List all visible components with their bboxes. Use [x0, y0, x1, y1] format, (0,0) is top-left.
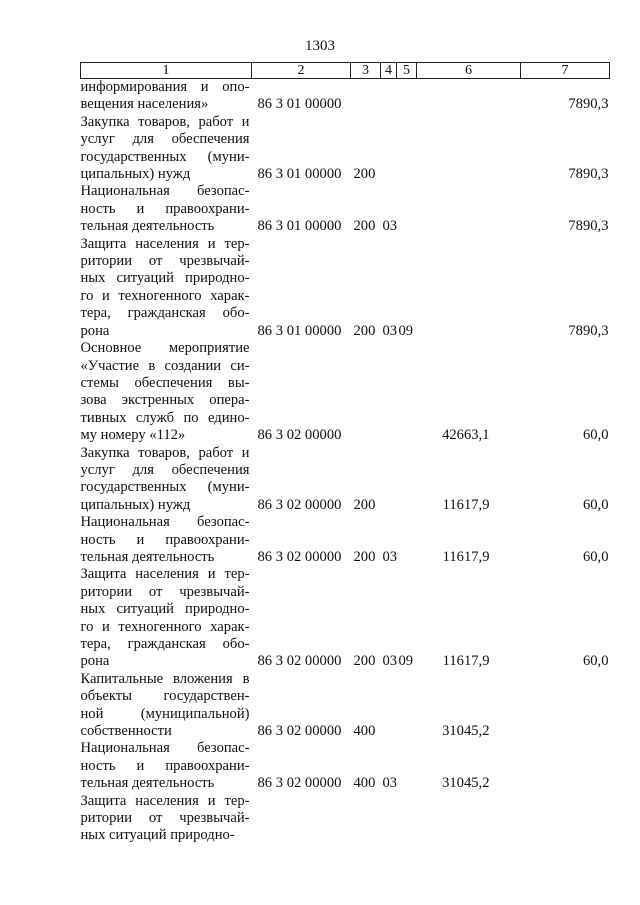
- cell-item-name: [81, 79, 252, 114]
- item-name-line: ность и правоохрани-: [80, 531, 250, 548]
- cell-amount-col7: [521, 671, 610, 741]
- cell-section: [381, 79, 397, 114]
- cell-section: 03: [382, 548, 398, 565]
- cell-section: [381, 793, 397, 845]
- table-row: [81, 183, 610, 235]
- item-name-line: зова экстренных опера-: [80, 392, 250, 409]
- header-col-5: 5: [397, 63, 417, 79]
- cell-item-name: [81, 114, 252, 184]
- cell-section: 03: [382, 218, 398, 235]
- cell-target-code: 86 3 02 00000: [257, 723, 342, 740]
- cell-amount-col7: 7890,3: [568, 96, 609, 113]
- item-name-line: тельная деятельность: [80, 775, 215, 792]
- item-name-line: Национальная безопас-: [80, 514, 250, 531]
- cell-expense-type: [351, 340, 381, 444]
- item-name-line: ных ситуаций природно-: [80, 270, 250, 287]
- item-name-line: услуг для обеспечения: [80, 461, 250, 478]
- cell-amount-col6: 31045,2: [442, 723, 490, 740]
- cell-expense-type: 200: [353, 653, 376, 670]
- budget-table: [80, 62, 610, 845]
- header-col-1: 1: [81, 63, 252, 79]
- cell-amount-col6: 11617,9: [442, 548, 490, 565]
- cell-item-name: [81, 740, 252, 792]
- table-row: [81, 671, 610, 741]
- item-name-line: Защита населения и тер-: [80, 792, 250, 809]
- table-row: [81, 114, 610, 184]
- cell-subsection: [397, 740, 417, 792]
- cell-amount-col7: 7890,3: [568, 218, 609, 235]
- cell-target-code: 86 3 01 00000: [257, 218, 342, 235]
- cell-subsection: [397, 114, 417, 184]
- cell-item-name: [81, 793, 252, 845]
- table-row: [81, 445, 610, 515]
- cell-section: 03: [382, 653, 398, 670]
- item-name-line: собственности: [80, 723, 172, 740]
- cell-target-code: 86 3 02 00000: [257, 653, 342, 670]
- item-name-line: ных ситуаций природно-: [80, 827, 235, 844]
- cell-amount-col6: 11617,9: [442, 653, 490, 670]
- item-name-line: услуг для обеспечения: [80, 131, 250, 148]
- cell-target-code: 86 3 02 00000: [257, 775, 342, 792]
- cell-subsection: [397, 793, 417, 845]
- item-name-line: ритории от чрезвычай-: [80, 253, 250, 270]
- cell-amount-col7: 7890,3: [568, 166, 609, 183]
- cell-section: [381, 340, 397, 444]
- header-col-7: 7: [521, 63, 610, 79]
- cell-amount-col6: [417, 79, 521, 114]
- cell-target-code: 86 3 01 00000: [257, 322, 342, 339]
- item-name-line: Национальная безопас-: [80, 183, 250, 200]
- cell-amount-col7: 7890,3: [568, 322, 609, 339]
- item-name-line: ритории от чрезвычай-: [80, 810, 250, 827]
- table-header-row: [81, 63, 610, 79]
- item-name-line: Закупка товаров, работ и: [80, 444, 250, 461]
- header-col-6: 6: [417, 63, 521, 79]
- item-name-line: тера, гражданская обо-: [80, 636, 250, 652]
- cell-amount-col6: [417, 183, 521, 235]
- cell-expense-type: 200: [353, 218, 376, 235]
- cell-expense-type: 400: [353, 775, 376, 792]
- cell-amount-col7: [521, 740, 610, 792]
- item-name-line: Защита населения и тер-: [80, 235, 250, 252]
- header-col-4: 4: [381, 63, 397, 79]
- table-row: [81, 79, 610, 114]
- cell-item-name: [81, 671, 252, 741]
- item-name-line: ность и правоохрани-: [80, 757, 250, 774]
- cell-amount-col6: [417, 793, 521, 845]
- cell-item-name: [81, 566, 252, 670]
- item-name-line: ность и правоохрани-: [80, 200, 250, 217]
- item-name-line: рона: [80, 322, 110, 339]
- item-name-line: ных ситуаций природно-: [80, 601, 250, 618]
- cell-target-code: 86 3 02 00000: [257, 496, 342, 513]
- cell-amount-col7: [521, 793, 610, 845]
- cell-item-name: [81, 514, 252, 566]
- cell-item-name: [81, 236, 252, 340]
- table-row: [81, 740, 610, 792]
- item-name-line: Основное мероприятие: [80, 340, 250, 357]
- item-name-line: «Участие в создании си-: [80, 357, 250, 374]
- cell-item-name: [81, 340, 252, 444]
- item-name-line: информирования и опо-: [80, 79, 250, 95]
- cell-subsection: [397, 79, 417, 114]
- item-name-line: тивных служб по едино-: [80, 409, 250, 426]
- table-row: [81, 236, 610, 340]
- cell-target-code: 86 3 01 00000: [257, 96, 342, 113]
- cell-section: [381, 114, 397, 184]
- item-name-line: ной (муниципальной): [80, 705, 250, 722]
- cell-subsection: [397, 183, 417, 235]
- cell-section: 03: [382, 322, 398, 339]
- item-name-line: государственных (муни-: [80, 479, 250, 496]
- item-name-line: Капитальные вложения в: [80, 670, 250, 687]
- cell-amount-col6: 11617,9: [442, 496, 490, 513]
- table-row: [81, 514, 610, 566]
- cell-expense-type: [351, 79, 381, 114]
- cell-amount-col6: 42663,1: [442, 427, 490, 444]
- table-row: [81, 793, 610, 845]
- cell-amount-col7: 60,0: [582, 653, 609, 670]
- cell-subsection: [397, 514, 417, 566]
- header-col-2: 2: [252, 63, 351, 79]
- item-name-line: тера, гражданская обо-: [80, 305, 250, 322]
- cell-section: [381, 445, 397, 515]
- cell-target-code: 86 3 01 00000: [257, 166, 342, 183]
- cell-amount-col6: [417, 236, 521, 340]
- cell-expense-type: 200: [353, 322, 376, 339]
- page-number: 1303: [305, 38, 335, 54]
- item-name-line: му номеру «112»: [80, 427, 186, 444]
- cell-expense-type: 200: [353, 496, 376, 513]
- item-name-line: го и техногенного харак-: [80, 618, 250, 635]
- cell-target-code: 86 3 02 00000: [257, 427, 342, 444]
- table-row: [81, 566, 610, 670]
- cell-amount-col6: [417, 114, 521, 184]
- item-name-line: вещения населения»: [80, 96, 209, 113]
- table-row: [81, 340, 610, 444]
- table-body: [81, 79, 610, 845]
- item-name-line: Закупка товаров, работ и: [80, 113, 250, 130]
- item-name-line: объекты государствен-: [80, 688, 250, 705]
- item-name-line: тельная деятельность: [80, 218, 215, 235]
- item-name-line: ритории от чрезвычай-: [80, 583, 250, 600]
- cell-subsection: [397, 445, 417, 515]
- cell-item-name: [81, 183, 252, 235]
- cell-expense-type: [351, 793, 381, 845]
- cell-expense-type: 200: [353, 548, 376, 565]
- item-name-line: Защита населения и тер-: [80, 566, 250, 583]
- item-name-line: тельная деятельность: [80, 548, 215, 565]
- cell-amount-col6: 31045,2: [442, 775, 490, 792]
- cell-amount-col7: 60,0: [582, 548, 609, 565]
- cell-subsection: 09: [398, 653, 414, 670]
- item-name-line: рона: [80, 653, 110, 670]
- cell-section: [381, 671, 397, 741]
- item-name-line: го и техногенного харак-: [80, 287, 250, 304]
- item-name-line: государственных (муни-: [80, 148, 250, 165]
- item-name-line: ципальных) нужд: [80, 496, 191, 513]
- cell-subsection: [397, 340, 417, 444]
- cell-expense-type: 400: [353, 723, 376, 740]
- cell-subsection: 09: [398, 322, 414, 339]
- item-name-line: Национальная безопас-: [80, 740, 250, 757]
- cell-section: 03: [382, 775, 398, 792]
- cell-subsection: [397, 671, 417, 741]
- item-name-line: ципальных) нужд: [80, 166, 191, 183]
- cell-amount-col7: 60,0: [582, 496, 609, 513]
- cell-amount-col7: 60,0: [582, 427, 609, 444]
- cell-expense-type: 200: [353, 166, 376, 183]
- cell-item-name: [81, 445, 252, 515]
- header-col-3: 3: [351, 63, 381, 79]
- cell-target-code: [252, 793, 351, 845]
- cell-target-code: 86 3 02 00000: [257, 548, 342, 565]
- item-name-line: стемы обеспечения вы-: [80, 374, 250, 391]
